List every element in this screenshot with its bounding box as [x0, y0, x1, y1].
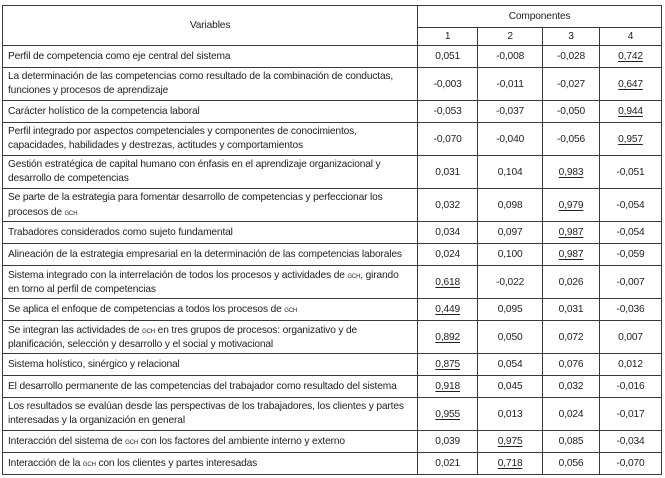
component-loadings-table: [2, 5, 662, 475]
loading-cell-component-3: [543, 431, 600, 453]
loading-cell-component-3: [543, 398, 600, 431]
highlighted-loading-value: 0,944: [618, 106, 643, 117]
highlighted-loading-value: 0,742: [618, 51, 643, 62]
loading-value: 0,032: [558, 381, 584, 392]
table-row: [3, 321, 662, 354]
loading-cell-component-4: [600, 398, 662, 431]
loading-cell-component-4: [600, 156, 662, 189]
variable-cell: Interacción de la gch con los clientes y partes interesadas: [3, 453, 418, 475]
loading-cell-component-4: [600, 431, 662, 453]
loading-cell-component-3: [543, 46, 600, 68]
loading-cell-component-1: [418, 321, 478, 354]
highlighted-loading-value: 0,979: [558, 199, 584, 211]
loading-value: 0,026: [558, 276, 584, 288]
loading-cell-component-3: [543, 123, 600, 156]
loading-cell-component-2: [478, 431, 543, 453]
variable-cell: Sistema integrado con la interrelación de todos los procesos y actividades de gch, girando en torno al perfil de competencias: [3, 266, 418, 299]
loading-cell-component-3: [543, 376, 600, 398]
highlighted-loading-value: 0,957: [618, 133, 643, 145]
loading-cell-component-2: [478, 101, 543, 123]
loading-cell-component-1: [418, 453, 478, 475]
loading-cell-component-1: [418, 299, 478, 321]
loading-value: -0,017: [616, 408, 645, 420]
loading-cell-component-4: [600, 376, 662, 398]
loading-value: -0,054: [616, 199, 645, 211]
loading-value: -0,053: [433, 106, 462, 117]
variable-cell: Se integran las actividades de gch en tres grupos de procesos: organizativo y de planificación, selección y desarrollo y el social y motivacional: [3, 321, 418, 354]
acronym-gch: gch: [64, 206, 78, 217]
loading-cell-component-1: [418, 156, 478, 189]
loading-cell-component-3: [543, 321, 600, 354]
table-row: [3, 189, 662, 222]
loading-value: -0,050: [557, 106, 586, 117]
loading-value: -0,011: [496, 78, 524, 90]
component-header-4: 4: [600, 28, 662, 46]
variable-cell: Perfil de competencia como eje central del sistema: [3, 46, 418, 68]
loading-value: 0,013: [497, 408, 523, 420]
loading-cell-component-1: [418, 101, 478, 123]
loading-cell-component-4: [600, 189, 662, 222]
variable-cell: Perfil integrado por aspectos competenciales y componentes de conocimientos, capacidades, habilidades y destrezas, actitudes y comportamientos: [3, 123, 418, 156]
table-row: [3, 68, 662, 101]
loading-value: 0,104: [497, 166, 523, 178]
loading-value: 0,056: [558, 458, 584, 469]
loading-cell-component-2: [478, 123, 543, 156]
component-header-3: 3: [543, 28, 600, 46]
loading-value: -0,070: [433, 133, 462, 145]
loading-cell-component-3: [543, 68, 600, 101]
table-row: [3, 101, 662, 123]
variable-cell: Alineación de la estrategia empresarial en la determinación de las competencias laborales: [3, 244, 418, 266]
table-row: [3, 222, 662, 244]
loading-value: -0,036: [616, 304, 645, 315]
acronym-gch: gch: [82, 458, 96, 468]
acronym-gch: gch: [284, 304, 298, 314]
loading-value: -0,034: [616, 436, 645, 447]
variable-cell: Se aplica el enfoque de competencias a todos los procesos de gch: [3, 299, 418, 321]
loading-value: -0,051: [616, 166, 645, 178]
loading-cell-component-1: [418, 189, 478, 222]
variable-cell: Los resultados se evalúan desde las perspectivas de los trabajadores, los clientes y partes interesadas y la organización en general: [3, 398, 418, 431]
loading-value: 0,031: [558, 304, 584, 315]
loading-cell-component-4: [600, 321, 662, 354]
loading-cell-component-3: [543, 101, 600, 123]
loading-value: 0,012: [618, 359, 643, 370]
loading-cell-component-2: [478, 299, 543, 321]
loading-cell-component-2: [478, 68, 543, 101]
loading-cell-component-2: [478, 398, 543, 431]
loading-cell-component-4: [600, 101, 662, 123]
loading-cell-component-1: [418, 46, 478, 68]
loading-cell-component-4: [600, 46, 662, 68]
variable-cell: Carácter holístico de la competencia laboral: [3, 101, 418, 123]
loading-cell-component-3: [543, 244, 600, 266]
highlighted-loading-value: 0,955: [435, 408, 461, 420]
variable-cell: Gestión estratégica de capital humano con énfasis en el aprendizaje organizacional y desarrollo de competencias: [3, 156, 418, 189]
loading-cell-component-1: [418, 244, 478, 266]
loading-cell-component-1: [418, 376, 478, 398]
loading-cell-component-1: [418, 398, 478, 431]
loading-value: -0,007: [616, 276, 645, 288]
highlighted-loading-value: 0,975: [497, 436, 523, 447]
loading-value: -0,028: [557, 51, 586, 62]
table-row: [3, 354, 662, 376]
loading-value: 0,054: [497, 359, 523, 370]
loading-cell-component-1: [418, 123, 478, 156]
loading-cell-component-3: [543, 299, 600, 321]
loading-value: 0,072: [558, 331, 584, 343]
loading-cell-component-1: [418, 354, 478, 376]
variable-cell: Trabadores considerados como sujeto fundamental: [3, 222, 418, 244]
loading-value: 0,097: [497, 227, 523, 238]
loading-cell-component-4: [600, 68, 662, 101]
highlighted-loading-value: 0,875: [435, 359, 461, 370]
table-row: [3, 398, 662, 431]
loading-value: 0,100: [497, 249, 523, 260]
loading-cell-component-3: [543, 266, 600, 299]
loading-value: -0,054: [616, 227, 645, 238]
table-row: [3, 299, 662, 321]
loading-cell-component-2: [478, 376, 543, 398]
loading-cell-component-3: [543, 354, 600, 376]
loading-cell-component-4: [600, 222, 662, 244]
loading-cell-component-2: [478, 46, 543, 68]
loading-cell-component-3: [543, 453, 600, 475]
variable-cell: Sistema holístico, sinérgico y relacional: [3, 354, 418, 376]
loading-cell-component-2: [478, 189, 543, 222]
components-group-header: Componentes: [418, 6, 662, 28]
loading-value: 0,024: [435, 249, 461, 260]
table-header: [3, 6, 662, 46]
loading-cell-component-2: [478, 453, 543, 475]
loading-cell-component-4: [600, 244, 662, 266]
loading-value: 0,085: [558, 436, 584, 447]
loading-cell-component-2: [478, 222, 543, 244]
loading-value: 0,021: [435, 458, 461, 469]
loading-cell-component-2: [478, 354, 543, 376]
loading-value: -0,016: [616, 381, 645, 392]
loading-cell-component-1: [418, 68, 478, 101]
loading-cell-component-2: [478, 266, 543, 299]
highlighted-loading-value: 0,892: [435, 331, 461, 343]
loading-value: 0,050: [497, 331, 523, 343]
loading-cell-component-3: [543, 189, 600, 222]
table-row: [3, 266, 662, 299]
loading-value: 0,095: [497, 304, 523, 315]
table-row: [3, 431, 662, 453]
table-row: [3, 46, 662, 68]
loading-cell-component-3: [543, 222, 600, 244]
loading-value: 0,098: [497, 199, 523, 211]
loading-value: 0,039: [435, 436, 461, 447]
variable-cell: Interacción del sistema de gch con los factores del ambiente interno y externo: [3, 431, 418, 453]
loading-cell-component-2: [478, 156, 543, 189]
acronym-gch: gch: [142, 324, 155, 335]
variable-cell: Se parte de la estrategia para fomentar desarrollo de competencias y perfeccionar los procesos de gch: [3, 189, 418, 222]
highlighted-loading-value: 0,987: [558, 227, 584, 238]
loading-value: 0,034: [435, 227, 461, 238]
loading-cell-component-3: [543, 156, 600, 189]
loading-cell-component-1: [418, 266, 478, 299]
variable-cell: El desarrollo permanente de las competencias del trabajador como resultado del sistema: [3, 376, 418, 398]
acronym-gch: gch: [125, 436, 139, 446]
loading-value: 0,051: [435, 51, 461, 62]
loading-value: -0,022: [496, 276, 525, 288]
loading-value: -0,037: [496, 106, 525, 117]
variables-header: Variables: [3, 6, 418, 46]
loading-value: 0,076: [558, 359, 584, 370]
component-header-1: 1: [418, 28, 478, 46]
table-row: [3, 244, 662, 266]
acronym-gch: gch: [347, 269, 361, 280]
highlighted-loading-value: 0,987: [558, 249, 584, 260]
loading-cell-component-2: [478, 244, 543, 266]
loading-value: 0,007: [618, 331, 643, 343]
loading-cell-component-4: [600, 123, 662, 156]
loading-value: -0,056: [557, 133, 586, 145]
table-row: [3, 123, 662, 156]
loading-value: 0,045: [497, 381, 523, 392]
loading-cell-component-4: [600, 266, 662, 299]
table-row: [3, 376, 662, 398]
loading-cell-component-1: [418, 431, 478, 453]
loading-value: -0,040: [496, 133, 525, 145]
table-row: [3, 156, 662, 189]
loading-value: 0,032: [435, 199, 461, 211]
loading-cell-component-4: [600, 299, 662, 321]
loading-value: -0,070: [616, 458, 645, 469]
loading-cell-component-2: [478, 321, 543, 354]
highlighted-loading-value: 0,983: [558, 166, 584, 178]
loading-value: -0,008: [496, 51, 525, 62]
loading-value: -0,059: [616, 249, 645, 260]
highlighted-loading-value: 0,618: [435, 276, 461, 288]
highlighted-loading-value: 0,718: [497, 458, 523, 469]
highlighted-loading-value: 0,647: [618, 78, 643, 90]
loading-value: 0,031: [435, 166, 461, 178]
loading-cell-component-4: [600, 354, 662, 376]
highlighted-loading-value: 0,449: [435, 304, 461, 315]
variable-cell: La determinación de las competencias como resultado de la combinación de conductas, funciones y procesos de aprendizaje: [3, 68, 418, 101]
component-header-2: 2: [478, 28, 543, 46]
table-row: [3, 453, 662, 475]
loading-cell-component-4: [600, 453, 662, 475]
loading-cell-component-1: [418, 222, 478, 244]
loading-value: -0,027: [557, 78, 586, 90]
loading-value: 0,024: [558, 408, 584, 420]
loading-value: -0,003: [433, 78, 462, 90]
table-body: [3, 46, 662, 475]
highlighted-loading-value: 0,918: [435, 381, 461, 392]
